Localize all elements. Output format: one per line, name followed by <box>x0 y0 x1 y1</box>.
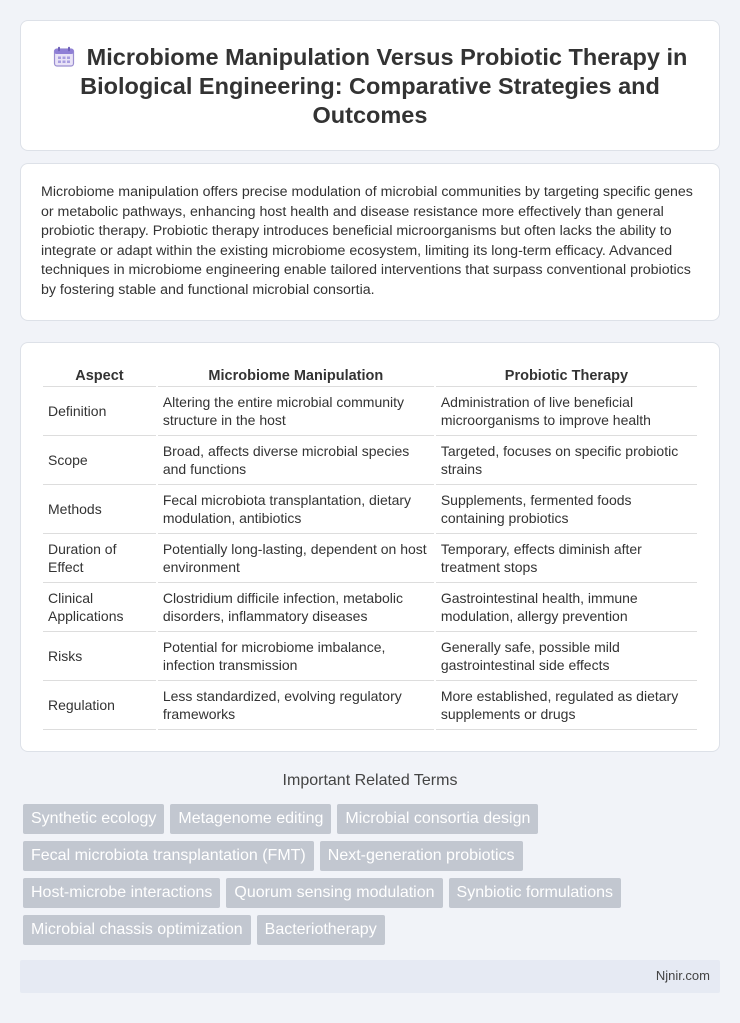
calendar-icon <box>53 46 75 68</box>
related-term-tag[interactable]: Fecal microbiota transplantation (FMT) <box>23 841 314 871</box>
related-term-tag[interactable]: Bacteriotherapy <box>257 915 385 945</box>
row-microbiome-manipulation: Potentially long-lasting, dependent on host environment <box>158 534 434 583</box>
table-row <box>43 387 697 436</box>
related-term-tag[interactable]: Synbiotic formulations <box>449 878 622 908</box>
title-card <box>20 20 720 151</box>
header-aspect: Aspect <box>43 363 156 387</box>
row-probiotic-therapy: Gastrointestinal health, immune modulation, allergy prevention <box>436 583 697 632</box>
table-row <box>43 681 697 730</box>
footer <box>20 960 720 993</box>
row-aspect: Definition <box>43 387 156 436</box>
row-microbiome-manipulation: Potential for microbiome imbalance, infection transmission <box>158 632 434 681</box>
page-title-text: Microbiome Manipulation Versus Probiotic Therapy in Biological Engineering: Comparative Strategies and Outcomes <box>80 44 688 128</box>
table-row <box>43 534 697 583</box>
related-terms-title: Important Related Terms <box>282 772 458 789</box>
row-aspect: Regulation <box>43 681 156 730</box>
comparison-table <box>41 363 699 730</box>
page-title <box>41 43 699 130</box>
row-aspect: Duration of Effect <box>43 534 156 583</box>
row-probiotic-therapy: Targeted, focuses on specific probiotic strains <box>436 436 697 485</box>
header-probiotic-therapy: Probiotic Therapy <box>436 363 697 387</box>
row-aspect: Risks <box>43 632 156 681</box>
related-term-tag[interactable]: Quorum sensing modulation <box>226 878 442 908</box>
table-row <box>43 583 697 632</box>
row-probiotic-therapy: Administration of live beneficial microorganisms to improve health <box>436 387 697 436</box>
row-microbiome-manipulation: Altering the entire microbial community structure in the host <box>158 387 434 436</box>
related-term-tag[interactable]: Next-generation probiotics <box>320 841 523 871</box>
header-microbiome-manipulation: Microbiome Manipulation <box>158 363 434 387</box>
comparison-card <box>20 342 720 752</box>
related-term-tag[interactable]: Microbial chassis optimization <box>23 915 251 945</box>
table-row <box>43 485 697 534</box>
related-terms-list <box>23 804 723 945</box>
row-microbiome-manipulation: Less standardized, evolving regulatory frameworks <box>158 681 434 730</box>
table-row <box>43 632 697 681</box>
table-row <box>43 436 697 485</box>
footer-site-link[interactable]: Njnir.com <box>655 968 710 983</box>
row-aspect: Scope <box>43 436 156 485</box>
row-probiotic-therapy: More established, regulated as dietary supplements or drugs <box>436 681 697 730</box>
row-microbiome-manipulation: Broad, affects diverse microbial species and functions <box>158 436 434 485</box>
row-microbiome-manipulation: Clostridium difficile infection, metabolic disorders, inflammatory diseases <box>158 583 434 632</box>
related-term-tag[interactable]: Host-microbe interactions <box>23 878 220 908</box>
row-aspect: Methods <box>43 485 156 534</box>
row-probiotic-therapy: Supplements, fermented foods containing probiotics <box>436 485 697 534</box>
row-probiotic-therapy: Temporary, effects diminish after treatment stops <box>436 534 697 583</box>
related-term-tag[interactable]: Metagenome editing <box>170 804 331 834</box>
intro-card <box>20 163 720 321</box>
related-term-tag[interactable]: Synthetic ecology <box>23 804 164 834</box>
row-microbiome-manipulation: Fecal microbiota transplantation, dietary modulation, antibiotics <box>158 485 434 534</box>
intro-paragraph: Microbiome manipulation offers precise modulation of microbial communities by targeting specific genes or metabolic pathways, enhancing host health and disease resistance more effectively than general probiotic therapy. Probiotic therapy introduces beneficial microorganisms but often lacks the ability to integrate or adapt within the existing microbiome ecosystem, limiting its long-term efficacy. Advanced techniques in microbiome engineering enable tailored interventions that surpass conventional probiotics by fostering stable and functional microbial consortia. <box>41 184 693 298</box>
row-aspect: Clinical Applications <box>43 583 156 632</box>
table-header-row <box>43 363 697 387</box>
row-probiotic-therapy: Generally safe, possible mild gastrointestinal side effects <box>436 632 697 681</box>
related-term-tag[interactable]: Microbial consortia design <box>337 804 538 834</box>
